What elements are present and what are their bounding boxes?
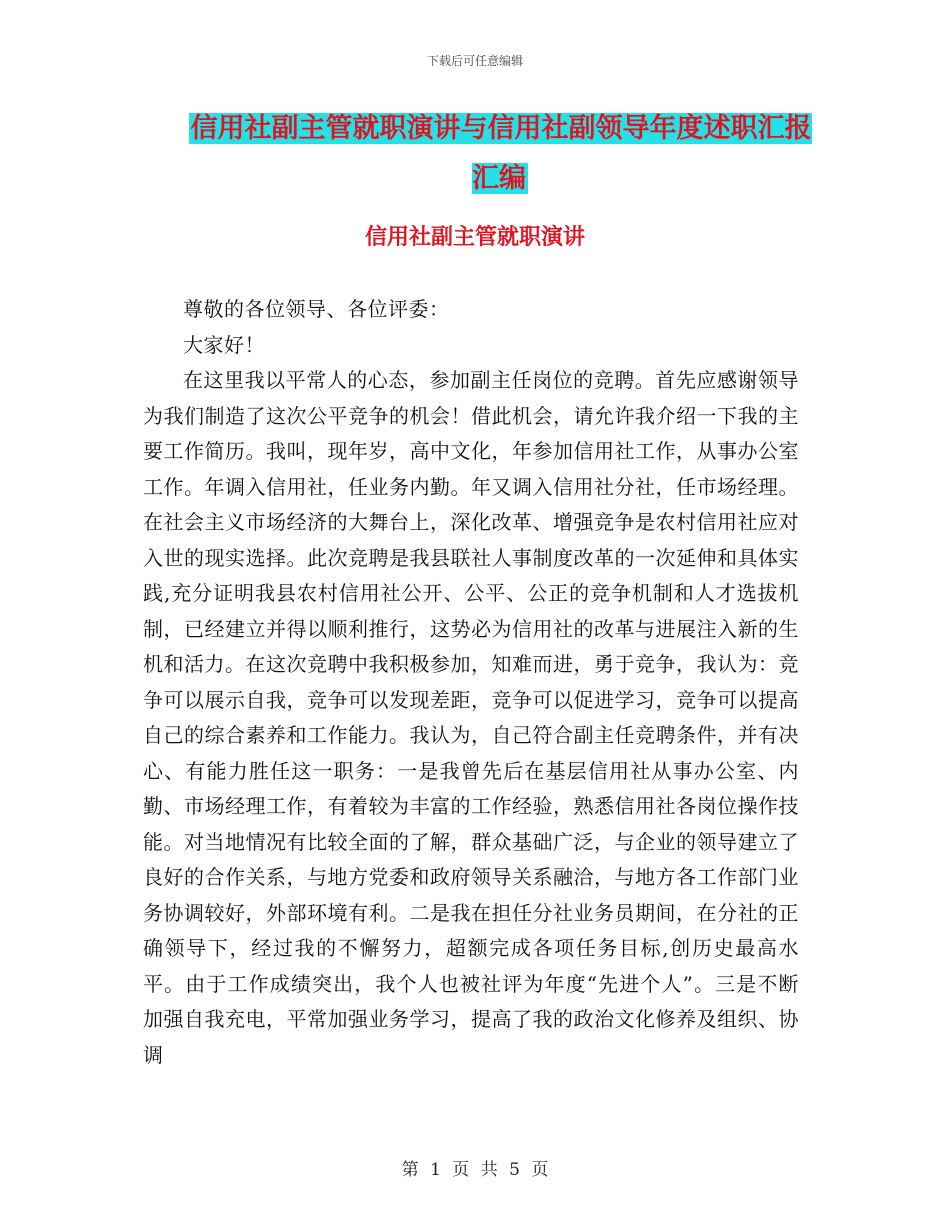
section-title: 信用社副主管就职演讲 [364, 225, 585, 250]
page-header-note: 下载后可任意编辑 [426, 54, 523, 68]
page-footer-indicator: 第 1 页 共 5 页 [401, 1160, 549, 1180]
document-title-text: 信用社副主管就职演讲与信用社副领导年度述职汇报汇编 [190, 113, 812, 194]
salutation: 尊敬的各位领导、各位评委： [183, 297, 450, 321]
document-title [185, 104, 815, 204]
body-paragraph: 在这里我以平常人的心态，参加副主任岗位的竞聘。首先应感谢领导为我们制造了这次公平竞争的机会！借此机会，请允许我介绍一下我的主要工作简历。我叫，现年岁，高中文化，年参加信用社工作，从事办公室工作。年调入信用社，任业务内勤。年又调入信用社分社，任市场经理。在社会主义市场经济的大舞台上，深化改革、增强竞争是农村信用社应对入世的现实选择。此次竞聘是我县联社人事制度改革的一次延伸和具体实践,充分证明我县农村信用社公开、公平、公正的竞争机制和人才选拔机制，已经建立并得以顺利推行，这势必为信用社的改革与进展注入新的生机和活力。在这次竞聘中我积极参加，知难而进，勇于竞争，我认为：竞争可以展示自我，竞争可以发现差距，竞争可以促进学习，竞争可以提高自己的综合素养和工作能力。我认为，自己符合副主任竞聘条件，并有决心、有能力胜任这一职务：一是我曾先后在基层信用社从事办公室、内勤、市场经理工作，有着较为丰富的工作经验，熟悉信用社各岗位操作技能。对当地情况有比较全面的了解，群众基础广泛，与企业的领导建立了良好的合作关系，与地方党委和政府领导关系融洽，与地方各工作部门业务协调较好，外部环境有利。二是我在担任分社业务员期间，在分社的正确领导下，经过我的不懈努力，超额完成各项任务目标,创历史最高水平。由于工作成绩突出，我个人也被社评为年度“先进个人”。三是不断加强自我充电，平常加强业务学习，提高了我的政治文化修养及组织、协调 [143, 368, 799, 1067]
greeting: 大家好！ [183, 332, 265, 357]
document-body [143, 292, 799, 1073]
